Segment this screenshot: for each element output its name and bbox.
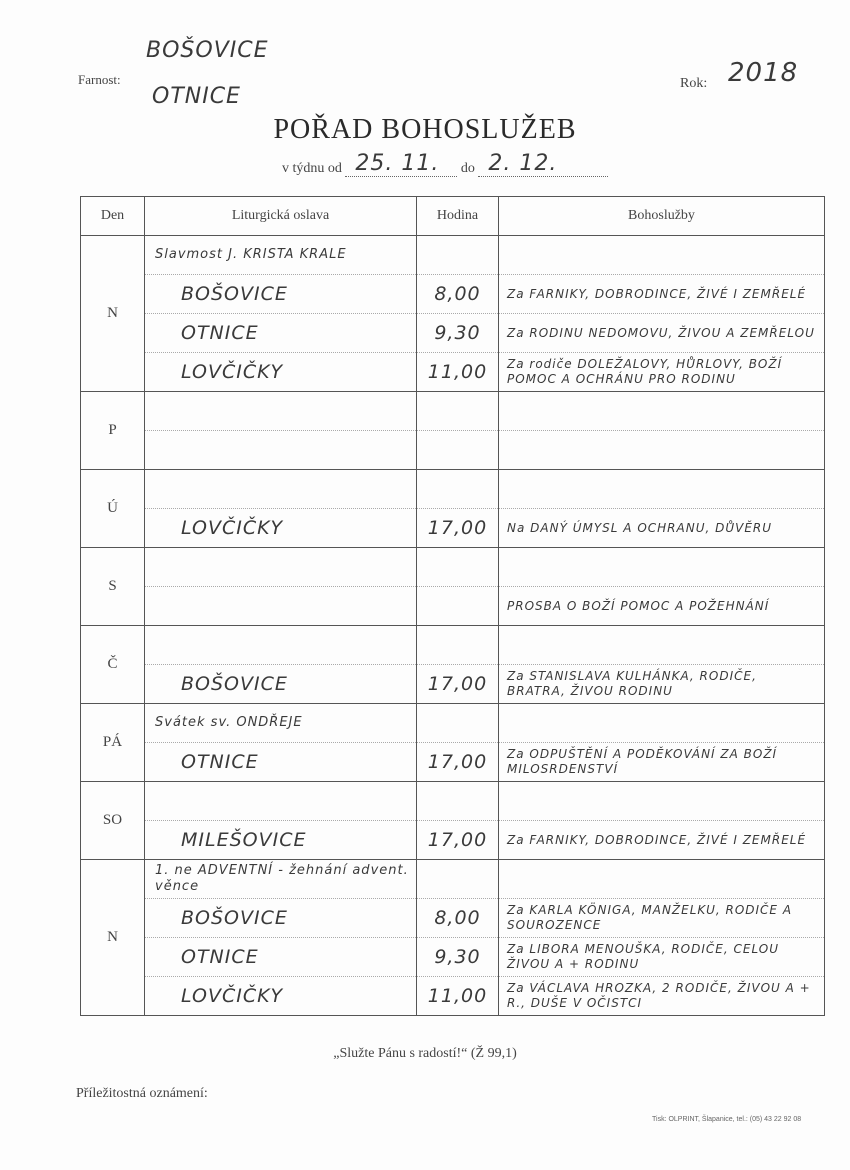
intention-cell: Za VÁCLAVA HROZKA, 2 RODIČE, ŽIVOU A + R., DUŠE V OČISTCI [499, 977, 825, 1016]
parish-name-2: OTNICE [152, 84, 241, 109]
week-to-value: 2. 12. [488, 151, 558, 176]
table-row [81, 626, 825, 665]
liturgy-cell: BOŠOVICE [145, 665, 417, 704]
table-row [81, 314, 825, 353]
week-to-label: do [460, 161, 475, 176]
day-cell: N [81, 860, 145, 1016]
table-row [81, 509, 825, 548]
liturgy-cell [145, 626, 417, 665]
week-from-value: 25. 11. [355, 151, 440, 176]
liturgy-cell: LOVČIČKY [145, 977, 417, 1016]
liturgy-cell: LOVČIČKY [145, 509, 417, 548]
day-cell: S [81, 548, 145, 626]
table-row [81, 743, 825, 782]
hour-cell: 8,00 [417, 275, 499, 314]
intention-cell [499, 236, 825, 275]
week-range [282, 151, 608, 177]
hour-cell: 8,00 [417, 899, 499, 938]
table-row [81, 275, 825, 314]
year-value: 2018 [728, 58, 799, 88]
week-from-label: v týdnu od [282, 161, 342, 176]
liturgy-cell [145, 431, 417, 470]
intention-cell: Za LIBORA MENOUŠKA, RODIČE, CELOU ŽIVOU A + RODINU [499, 938, 825, 977]
table-row [81, 704, 825, 743]
hour-cell: 17,00 [417, 665, 499, 704]
hour-cell [417, 392, 499, 431]
header-liturgicka-oslava: Liturgická oslava [145, 197, 417, 236]
hour-cell [417, 587, 499, 626]
liturgy-cell: OTNICE [145, 743, 417, 782]
intention-cell: Za RODINU NEDOMOVU, ŽIVOU A ZEMŘELOU [499, 314, 825, 353]
intention-cell [499, 431, 825, 470]
table-row [81, 392, 825, 431]
hour-cell: 17,00 [417, 743, 499, 782]
header-bohosluzby: Bohoslužby [499, 197, 825, 236]
hour-cell [417, 548, 499, 587]
liturgy-cell [145, 548, 417, 587]
schedule-table [80, 196, 825, 1016]
day-cell: SO [81, 782, 145, 860]
liturgy-cell: LOVČIČKY [145, 353, 417, 392]
header-den: Den [81, 197, 145, 236]
hour-cell [417, 470, 499, 509]
hour-cell: 9,30 [417, 314, 499, 353]
day-cell: N [81, 236, 145, 392]
liturgy-cell: Slavmost J. KRISTA KRALE [145, 236, 417, 275]
intention-cell [499, 470, 825, 509]
table-row [81, 353, 825, 392]
liturgy-cell: OTNICE [145, 314, 417, 353]
week-from-field [345, 151, 457, 177]
table-row [81, 821, 825, 860]
intention-cell [499, 860, 825, 899]
hour-cell [417, 236, 499, 275]
table-row [81, 470, 825, 509]
liturgy-cell [145, 392, 417, 431]
liturgy-cell: MILEŠOVICE [145, 821, 417, 860]
intention-cell [499, 548, 825, 587]
liturgy-cell: 1. ne ADVENTNÍ - žehnání advent. věnce [145, 860, 417, 899]
table-row [81, 782, 825, 821]
intention-cell: PROSBA O BOŽÍ POMOC A POŽEHNÁNÍ [499, 587, 825, 626]
parish-name-1: BOŠOVICE [146, 38, 269, 63]
liturgy-cell [145, 782, 417, 821]
table-row [81, 665, 825, 704]
schedule-body [81, 236, 825, 1016]
hour-cell [417, 860, 499, 899]
intention-cell [499, 626, 825, 665]
intention-cell: Za FARNIKY, DOBRODINCE, ŽIVÉ I ZEMŘELÉ [499, 821, 825, 860]
table-row [81, 236, 825, 275]
intention-cell: Za KARLA KÖNIGA, MANŽELKU, RODIČE A SOUROZENCE [499, 899, 825, 938]
table-header-row [81, 197, 825, 236]
liturgy-cell: BOŠOVICE [145, 275, 417, 314]
hour-cell [417, 431, 499, 470]
motto: „Služte Pánu s radostí!“ (Ž 99,1) [333, 1046, 517, 1061]
day-cell: Ú [81, 470, 145, 548]
intention-cell: Za rodiče DOLEŽALOVY, HŮRLOVY, BOŽÍ POMOC A OCHRÁNU PRO RODINU [499, 353, 825, 392]
hour-cell [417, 626, 499, 665]
table-row [81, 938, 825, 977]
liturgy-cell [145, 587, 417, 626]
year-label: Rok: [680, 76, 708, 91]
intention-cell: Na DANÝ ÚMYSL A OCHRANU, DŮVĚRU [499, 509, 825, 548]
week-to-field [478, 151, 608, 177]
hour-cell [417, 704, 499, 743]
liturgy-cell: Svátek sv. ONDŘEJE [145, 704, 417, 743]
hour-cell: 9,30 [417, 938, 499, 977]
printer-imprint: Tisk: OLPRINT, Šlapanice, tel.: (05) 43 22 92 08 [652, 1116, 802, 1123]
intention-cell [499, 392, 825, 431]
hour-cell: 11,00 [417, 353, 499, 392]
day-cell: Č [81, 626, 145, 704]
table-row [81, 587, 825, 626]
table-row [81, 899, 825, 938]
farnost-label: Farnost: [78, 72, 121, 87]
liturgy-cell: OTNICE [145, 938, 417, 977]
intention-cell [499, 704, 825, 743]
hour-cell [417, 782, 499, 821]
table-row [81, 548, 825, 587]
hour-cell: 17,00 [417, 821, 499, 860]
liturgy-cell [145, 470, 417, 509]
table-row [81, 860, 825, 899]
notice-label: Příležitostná oznámení: [76, 1086, 208, 1101]
hour-cell: 11,00 [417, 977, 499, 1016]
intention-cell: Za FARNIKY, DOBRODINCE, ŽIVÉ I ZEMŘELÉ [499, 275, 825, 314]
intention-cell: Za STANISLAVA KULHÁNKA, RODIČE, BRATRA, ŽIVOU RODINU [499, 665, 825, 704]
header-hodina: Hodina [417, 197, 499, 236]
day-cell: PÁ [81, 704, 145, 782]
liturgy-cell: BOŠOVICE [145, 899, 417, 938]
intention-cell [499, 782, 825, 821]
page-title: POŘAD BOHOSLUŽEB [273, 114, 577, 145]
intention-cell: Za ODPUŠTĚNÍ A PODĚKOVÁNÍ ZA BOŽÍ MILOSRDENSTVÍ [499, 743, 825, 782]
table-row [81, 977, 825, 1016]
table-row [81, 431, 825, 470]
day-cell: P [81, 392, 145, 470]
hour-cell: 17,00 [417, 509, 499, 548]
